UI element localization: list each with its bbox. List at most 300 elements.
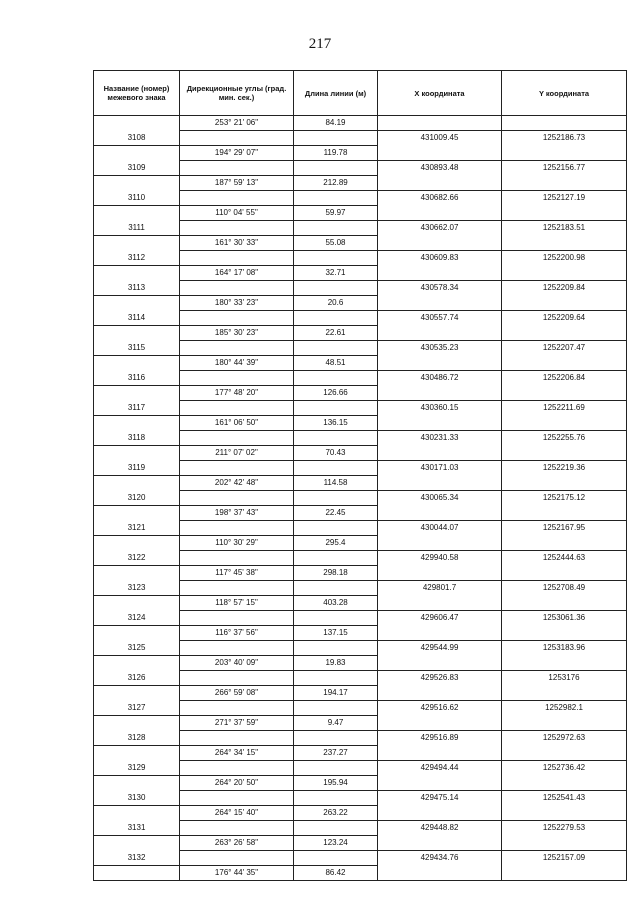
direction-angle-cell: 180° 44' 39" — [180, 356, 294, 371]
x-coordinate-cell: 430557.74 — [378, 311, 502, 326]
direction-angle-cell: 164° 17' 08" — [180, 266, 294, 281]
y-coordinate-cell: 1252708.49 — [502, 581, 627, 596]
empty-cell — [502, 236, 627, 251]
point-row — [94, 761, 627, 776]
empty-cell — [502, 446, 627, 461]
direction-angle-cell: 263° 26' 58" — [180, 836, 294, 851]
empty-cell — [502, 566, 627, 581]
segment-row — [94, 866, 627, 881]
empty-cell — [294, 851, 378, 866]
empty-cell — [502, 116, 627, 131]
empty-cell — [294, 791, 378, 806]
empty-cell — [180, 521, 294, 536]
segment-row — [94, 386, 627, 401]
x-coordinate-cell: 430682.66 — [378, 191, 502, 206]
direction-angle-cell: 198° 37' 43" — [180, 506, 294, 521]
line-length-cell: 59.97 — [294, 206, 378, 221]
empty-cell — [378, 356, 502, 371]
direction-angle-cell: 202° 42' 48" — [180, 476, 294, 491]
empty-cell — [502, 686, 627, 701]
x-coordinate-cell: 429448.82 — [378, 821, 502, 836]
empty-cell — [94, 446, 180, 461]
empty-cell — [294, 401, 378, 416]
empty-cell — [94, 806, 180, 821]
segment-row — [94, 266, 627, 281]
line-length-cell: 403.28 — [294, 596, 378, 611]
x-coordinate-cell: 429516.62 — [378, 701, 502, 716]
point-row — [94, 821, 627, 836]
point-row — [94, 431, 627, 446]
point-name-cell: 3121 — [94, 521, 180, 536]
direction-angle-cell: 110° 30' 29" — [180, 536, 294, 551]
direction-angle-cell: 180° 33' 23" — [180, 296, 294, 311]
direction-angle-cell: 266° 59' 08" — [180, 686, 294, 701]
point-name-cell: 3132 — [94, 851, 180, 866]
empty-cell — [378, 506, 502, 521]
empty-cell — [294, 251, 378, 266]
empty-cell — [502, 746, 627, 761]
segment-row — [94, 416, 627, 431]
direction-angle-cell: 253° 21' 06" — [180, 116, 294, 131]
empty-cell — [294, 371, 378, 386]
empty-cell — [378, 146, 502, 161]
empty-cell — [180, 641, 294, 656]
empty-cell — [378, 206, 502, 221]
point-name-cell: 3120 — [94, 491, 180, 506]
empty-cell — [378, 656, 502, 671]
segment-row — [94, 116, 627, 131]
point-name-cell: 3114 — [94, 311, 180, 326]
empty-cell — [378, 176, 502, 191]
line-length-cell: 84.19 — [294, 116, 378, 131]
direction-angle-cell: 176° 44' 35" — [180, 866, 294, 881]
empty-cell — [378, 866, 502, 881]
segment-row — [94, 776, 627, 791]
empty-cell — [502, 836, 627, 851]
point-name-cell: 3109 — [94, 161, 180, 176]
line-length-cell: 194.17 — [294, 686, 378, 701]
empty-cell — [378, 626, 502, 641]
y-coordinate-cell: 1252186.73 — [502, 131, 627, 146]
empty-cell — [378, 476, 502, 491]
empty-cell — [502, 536, 627, 551]
line-length-cell: 86.42 — [294, 866, 378, 881]
empty-cell — [502, 206, 627, 221]
empty-cell — [294, 581, 378, 596]
empty-cell — [294, 221, 378, 236]
empty-cell — [94, 416, 180, 431]
x-coordinate-cell: 429606.47 — [378, 611, 502, 626]
empty-cell — [94, 476, 180, 491]
direction-angle-cell: 264° 20' 50" — [180, 776, 294, 791]
line-length-cell: 48.51 — [294, 356, 378, 371]
direction-angle-cell: 203° 40' 09" — [180, 656, 294, 671]
empty-cell — [94, 356, 180, 371]
y-coordinate-cell: 1252736.42 — [502, 761, 627, 776]
empty-cell — [502, 416, 627, 431]
empty-cell — [378, 386, 502, 401]
direction-angle-cell: 116° 37' 56" — [180, 626, 294, 641]
y-coordinate-cell: 1252167.95 — [502, 521, 627, 536]
segment-row — [94, 716, 627, 731]
empty-cell — [378, 116, 502, 131]
empty-cell — [180, 131, 294, 146]
line-length-cell: 237.27 — [294, 746, 378, 761]
x-coordinate-cell: 429475.14 — [378, 791, 502, 806]
direction-angle-cell: 271° 37' 59" — [180, 716, 294, 731]
empty-cell — [94, 146, 180, 161]
empty-cell — [294, 161, 378, 176]
point-row — [94, 251, 627, 266]
empty-cell — [502, 626, 627, 641]
line-length-cell: 136.15 — [294, 416, 378, 431]
x-coordinate-cell: 429544.99 — [378, 641, 502, 656]
y-coordinate-cell: 1252206.84 — [502, 371, 627, 386]
point-name-cell: 3117 — [94, 401, 180, 416]
segment-row — [94, 356, 627, 371]
line-length-cell: 114.58 — [294, 476, 378, 491]
empty-cell — [94, 746, 180, 761]
empty-cell — [180, 821, 294, 836]
empty-cell — [180, 161, 294, 176]
y-coordinate-cell: 1252219.36 — [502, 461, 627, 476]
segment-row — [94, 536, 627, 551]
x-coordinate-cell: 430044.07 — [378, 521, 502, 536]
point-row — [94, 311, 627, 326]
empty-cell — [378, 536, 502, 551]
line-length-cell: 32.71 — [294, 266, 378, 281]
point-name-cell: 3111 — [94, 221, 180, 236]
empty-cell — [378, 236, 502, 251]
line-length-cell: 55.08 — [294, 236, 378, 251]
empty-cell — [94, 686, 180, 701]
point-row — [94, 491, 627, 506]
empty-cell — [180, 281, 294, 296]
empty-cell — [294, 341, 378, 356]
empty-cell — [502, 176, 627, 191]
line-length-cell: 22.45 — [294, 506, 378, 521]
header-direction-angle: Дирекционные углы (град. мин. сек.) — [180, 71, 294, 116]
empty-cell — [180, 671, 294, 686]
x-coordinate-cell: 429940.58 — [378, 551, 502, 566]
line-length-cell: 9.47 — [294, 716, 378, 731]
y-coordinate-cell: 1252200.98 — [502, 251, 627, 266]
empty-cell — [378, 836, 502, 851]
empty-cell — [180, 461, 294, 476]
y-coordinate-cell: 1253176 — [502, 671, 627, 686]
empty-cell — [94, 836, 180, 851]
empty-cell — [294, 461, 378, 476]
empty-cell — [294, 521, 378, 536]
empty-cell — [502, 806, 627, 821]
point-name-cell: 3127 — [94, 701, 180, 716]
point-name-cell: 3126 — [94, 671, 180, 686]
segment-row — [94, 566, 627, 581]
point-row — [94, 581, 627, 596]
segment-row — [94, 836, 627, 851]
empty-cell — [502, 296, 627, 311]
header-y-coordinate: Y координата — [502, 71, 627, 116]
empty-cell — [378, 266, 502, 281]
segment-row — [94, 296, 627, 311]
point-row — [94, 131, 627, 146]
point-row — [94, 851, 627, 866]
line-length-cell: 212.89 — [294, 176, 378, 191]
segment-row — [94, 206, 627, 221]
y-coordinate-cell: 1252156.77 — [502, 161, 627, 176]
y-coordinate-cell: 1252209.84 — [502, 281, 627, 296]
segment-row — [94, 146, 627, 161]
empty-cell — [180, 251, 294, 266]
empty-cell — [94, 386, 180, 401]
point-name-cell: 3131 — [94, 821, 180, 836]
x-coordinate-cell: 430893.48 — [378, 161, 502, 176]
empty-cell — [378, 566, 502, 581]
empty-cell — [180, 851, 294, 866]
empty-cell — [180, 311, 294, 326]
x-coordinate-cell: 430578.34 — [378, 281, 502, 296]
y-coordinate-cell: 1252209.64 — [502, 311, 627, 326]
empty-cell — [180, 371, 294, 386]
empty-cell — [502, 146, 627, 161]
empty-cell — [502, 476, 627, 491]
direction-angle-cell: 118° 57' 15" — [180, 596, 294, 611]
point-name-cell: 3125 — [94, 641, 180, 656]
direction-angle-cell: 177° 48' 20" — [180, 386, 294, 401]
empty-cell — [94, 116, 180, 131]
point-row — [94, 791, 627, 806]
point-row — [94, 551, 627, 566]
segment-row — [94, 176, 627, 191]
point-name-cell: 3123 — [94, 581, 180, 596]
empty-cell — [502, 656, 627, 671]
line-length-cell: 298.18 — [294, 566, 378, 581]
empty-cell — [180, 401, 294, 416]
segment-row — [94, 506, 627, 521]
direction-angle-cell: 185° 30' 23" — [180, 326, 294, 341]
y-coordinate-cell: 1252279.53 — [502, 821, 627, 836]
direction-angle-cell: 117° 45' 38" — [180, 566, 294, 581]
x-coordinate-cell: 430171.03 — [378, 461, 502, 476]
empty-cell — [94, 266, 180, 281]
line-length-cell: 22.61 — [294, 326, 378, 341]
empty-cell — [294, 641, 378, 656]
x-coordinate-cell: 429801.7 — [378, 581, 502, 596]
line-length-cell: 195.94 — [294, 776, 378, 791]
segment-row — [94, 476, 627, 491]
empty-cell — [378, 806, 502, 821]
x-coordinate-cell: 430486.72 — [378, 371, 502, 386]
direction-angle-cell: 161° 30' 33" — [180, 236, 294, 251]
empty-cell — [294, 281, 378, 296]
empty-cell — [94, 566, 180, 581]
point-name-cell: 3110 — [94, 191, 180, 206]
empty-cell — [94, 176, 180, 191]
empty-cell — [180, 551, 294, 566]
empty-cell — [502, 266, 627, 281]
line-length-cell: 119.78 — [294, 146, 378, 161]
x-coordinate-cell: 429526.83 — [378, 671, 502, 686]
direction-angle-cell: 264° 34' 15" — [180, 746, 294, 761]
x-coordinate-cell: 431009.45 — [378, 131, 502, 146]
empty-cell — [180, 341, 294, 356]
empty-cell — [294, 671, 378, 686]
point-name-cell: 3112 — [94, 251, 180, 266]
point-name-cell: 3108 — [94, 131, 180, 146]
empty-cell — [378, 716, 502, 731]
empty-cell — [502, 356, 627, 371]
empty-cell — [180, 611, 294, 626]
empty-cell — [294, 191, 378, 206]
empty-cell — [294, 701, 378, 716]
point-row — [94, 701, 627, 716]
point-name-cell: 3129 — [94, 761, 180, 776]
empty-cell — [180, 731, 294, 746]
empty-cell — [378, 296, 502, 311]
empty-cell — [294, 761, 378, 776]
empty-cell — [378, 776, 502, 791]
point-row — [94, 371, 627, 386]
x-coordinate-cell: 429516.89 — [378, 731, 502, 746]
y-coordinate-cell: 1253061.36 — [502, 611, 627, 626]
empty-cell — [294, 431, 378, 446]
line-length-cell: 19.83 — [294, 656, 378, 671]
x-coordinate-cell: 430609.83 — [378, 251, 502, 266]
empty-cell — [502, 596, 627, 611]
table-header-row — [94, 71, 627, 116]
empty-cell — [180, 191, 294, 206]
segment-row — [94, 686, 627, 701]
empty-cell — [94, 596, 180, 611]
line-length-cell: 137.15 — [294, 626, 378, 641]
direction-angle-cell: 187° 59' 13" — [180, 176, 294, 191]
empty-cell — [94, 236, 180, 251]
point-row — [94, 341, 627, 356]
segment-row — [94, 626, 627, 641]
point-row — [94, 461, 627, 476]
segment-row — [94, 596, 627, 611]
empty-cell — [94, 326, 180, 341]
point-row — [94, 281, 627, 296]
empty-cell — [94, 656, 180, 671]
point-name-cell: 3124 — [94, 611, 180, 626]
empty-cell — [94, 506, 180, 521]
x-coordinate-cell: 430535.23 — [378, 341, 502, 356]
empty-cell — [294, 731, 378, 746]
segment-row — [94, 236, 627, 251]
empty-cell — [294, 821, 378, 836]
point-name-cell: 3116 — [94, 371, 180, 386]
boundary-coordinates-table — [93, 70, 627, 881]
empty-cell — [94, 536, 180, 551]
x-coordinate-cell: 429434.76 — [378, 851, 502, 866]
empty-cell — [502, 776, 627, 791]
x-coordinate-cell: 430662.07 — [378, 221, 502, 236]
point-row — [94, 731, 627, 746]
empty-cell — [378, 746, 502, 761]
empty-cell — [180, 791, 294, 806]
point-row — [94, 191, 627, 206]
empty-cell — [294, 551, 378, 566]
segment-row — [94, 746, 627, 761]
empty-cell — [94, 776, 180, 791]
y-coordinate-cell: 1252255.76 — [502, 431, 627, 446]
segment-row — [94, 326, 627, 341]
empty-cell — [378, 686, 502, 701]
x-coordinate-cell: 430231.33 — [378, 431, 502, 446]
line-length-cell: 263.22 — [294, 806, 378, 821]
line-length-cell: 126.66 — [294, 386, 378, 401]
line-length-cell: 20.6 — [294, 296, 378, 311]
y-coordinate-cell: 1252444.63 — [502, 551, 627, 566]
empty-cell — [502, 506, 627, 521]
segment-row — [94, 656, 627, 671]
line-length-cell: 295.4 — [294, 536, 378, 551]
y-coordinate-cell: 1252211.69 — [502, 401, 627, 416]
empty-cell — [94, 716, 180, 731]
y-coordinate-cell: 1252175.12 — [502, 491, 627, 506]
empty-cell — [378, 446, 502, 461]
empty-cell — [180, 431, 294, 446]
empty-cell — [94, 296, 180, 311]
empty-cell — [502, 326, 627, 341]
empty-cell — [502, 386, 627, 401]
point-name-cell: 3122 — [94, 551, 180, 566]
empty-cell — [180, 221, 294, 236]
point-row — [94, 611, 627, 626]
point-name-cell: 3115 — [94, 341, 180, 356]
empty-cell — [180, 761, 294, 776]
y-coordinate-cell: 1252157.09 — [502, 851, 627, 866]
empty-cell — [378, 326, 502, 341]
point-name-cell: 3113 — [94, 281, 180, 296]
empty-cell — [94, 626, 180, 641]
empty-cell — [294, 131, 378, 146]
x-coordinate-cell: 429494.44 — [378, 761, 502, 776]
empty-cell — [94, 206, 180, 221]
y-coordinate-cell: 1252183.51 — [502, 221, 627, 236]
direction-angle-cell: 211° 07' 02" — [180, 446, 294, 461]
page-number: 217 — [308, 36, 332, 52]
empty-cell — [294, 611, 378, 626]
segment-row — [94, 446, 627, 461]
point-name-cell: 3119 — [94, 461, 180, 476]
y-coordinate-cell: 1252982.1 — [502, 701, 627, 716]
header-point-name: Название (номер) межевого знака — [94, 71, 180, 116]
direction-angle-cell: 264° 15' 40" — [180, 806, 294, 821]
point-name-cell: 3130 — [94, 791, 180, 806]
point-row — [94, 641, 627, 656]
y-coordinate-cell: 1253183.96 — [502, 641, 627, 656]
empty-cell — [294, 311, 378, 326]
y-coordinate-cell: 1252972.63 — [502, 731, 627, 746]
point-row — [94, 221, 627, 236]
empty-cell — [94, 866, 180, 881]
empty-cell — [502, 716, 627, 731]
point-row — [94, 161, 627, 176]
point-row — [94, 671, 627, 686]
point-row — [94, 401, 627, 416]
empty-cell — [502, 866, 627, 881]
line-length-cell: 123.24 — [294, 836, 378, 851]
header-x-coordinate: X координата — [378, 71, 502, 116]
empty-cell — [180, 491, 294, 506]
y-coordinate-cell: 1252541.43 — [502, 791, 627, 806]
point-name-cell: 3118 — [94, 431, 180, 446]
empty-cell — [180, 581, 294, 596]
direction-angle-cell: 194° 29' 07" — [180, 146, 294, 161]
point-name-cell: 3128 — [94, 731, 180, 746]
